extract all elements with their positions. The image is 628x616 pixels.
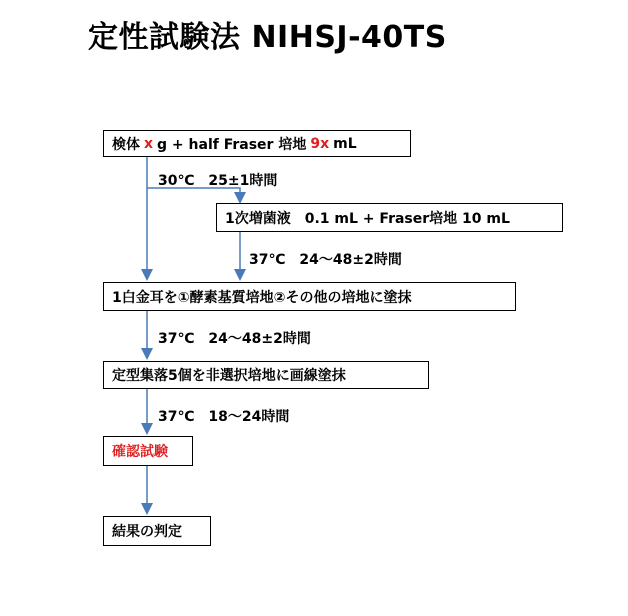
condition-1: 30℃ 25±1時間 — [158, 173, 278, 189]
plating-box: 1白金耳を①酵素基質培地②その他の培地に塗抹 — [103, 282, 516, 311]
sample-medium: g + half Fraser 培地 — [157, 136, 307, 153]
condition-4: 37℃ 18～24時間 — [158, 409, 290, 425]
streak-box: 定型集落5個を非選択培地に画線塗抹 — [103, 361, 429, 389]
result-judgment-box: 結果の判定 — [103, 516, 211, 546]
confirmation-test-box: 確認試験 — [103, 436, 193, 466]
page-title: 定性試験法 NIHSJ-40TS — [88, 20, 447, 55]
sample-x-var: x — [144, 135, 154, 152]
sample-unit: mL — [333, 135, 357, 152]
sample-box — [103, 130, 411, 157]
secondary-enrichment-box: 1次増菌液 0.1 mL + Fraser培地 10 mL — [216, 203, 563, 232]
condition-2: 37℃ 24～48±2時間 — [249, 252, 402, 268]
sample-9x-var: 9x — [310, 135, 330, 152]
sample-label: 検体 — [112, 136, 140, 153]
condition-3: 37℃ 24～48±2時間 — [158, 331, 311, 347]
